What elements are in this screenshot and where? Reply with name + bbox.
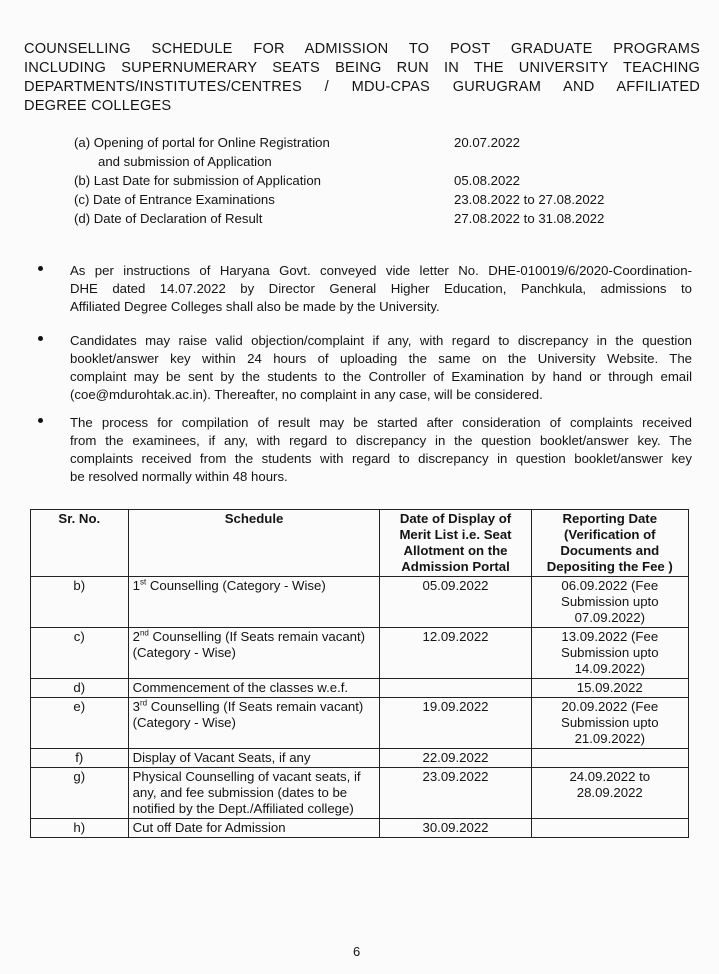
- instruction-line: complaints received from the students with regard to discrepancy in question booklet/answer key: [70, 451, 692, 466]
- counselling-schedule-table: [30, 509, 689, 838]
- instruction-item: [38, 262, 692, 316]
- key-dates-list: [74, 133, 634, 228]
- key-date-label: (c) Date of Entrance Examinations: [74, 192, 275, 207]
- instruction-line: booklet/answer key within 24 hours of uploading the same on the University Website. The: [70, 351, 692, 366]
- row-display-date: 22.09.2022: [380, 749, 531, 768]
- row-sr-no: e): [31, 698, 129, 749]
- row-display-date: 23.09.2022: [380, 768, 531, 819]
- header-display-date: Date of Display of Merit List i.e. Seat Allotment on the Admission Portal: [380, 510, 531, 577]
- row-display-date: [380, 679, 531, 698]
- row-sr-no: g): [31, 768, 129, 819]
- row-reporting-date: 24.09.2022 to 28.09.2022: [531, 768, 688, 819]
- row-sr-no: f): [31, 749, 129, 768]
- row-reporting-date: 20.09.2022 (Fee Submission upto 21.09.2022): [531, 698, 688, 749]
- key-date-label: (b) Last Date for submission of Application: [74, 173, 322, 188]
- schedule-ordinal-suffix: st: [139, 577, 147, 587]
- instruction-line: As per instructions of Haryana Govt. conveyed vide letter No. DHE-010019/6/2020-Coordination-: [70, 263, 692, 278]
- row-sr-no: d): [31, 679, 129, 698]
- table-row: [31, 698, 689, 749]
- schedule-ordinal: 3: [132, 699, 140, 714]
- instruction-line: DHE dated 14.07.2022 by Director General Higher Education, Panchkula, admissions to: [70, 281, 692, 296]
- row-display-date: 05.09.2022: [380, 577, 531, 628]
- key-date-value: 23.08.2022 to 27.08.2022: [454, 192, 605, 207]
- table-row: [31, 749, 689, 768]
- row-reporting-date: 13.09.2022 (Fee Submission upto 14.09.2022): [531, 628, 688, 679]
- table-row: [31, 577, 689, 628]
- key-date-row: [74, 209, 634, 228]
- schedule-ordinal-suffix: rd: [139, 698, 148, 708]
- row-schedule: [128, 749, 380, 768]
- row-schedule: [128, 819, 380, 838]
- title-line: DEGREE COLLEGES: [24, 98, 172, 114]
- key-date-row: [74, 133, 634, 152]
- instruction-line: The process for compilation of result may be started after consideration of complaints received: [70, 415, 692, 430]
- row-display-date: 30.09.2022: [380, 819, 531, 838]
- title-line: INCLUDING SUPERNUMERARY SEATS BEING RUN IN THE UNIVERSITY TEACHING: [24, 60, 700, 76]
- schedule-text: Display of Vacant Seats, if any: [132, 750, 311, 765]
- schedule-text: Commencement of the classes w.e.f.: [132, 680, 349, 695]
- key-date-label: and submission of Application: [98, 154, 272, 169]
- key-date-row: [74, 171, 634, 190]
- header-schedule: Schedule: [128, 510, 380, 577]
- row-display-date: 12.09.2022: [380, 628, 531, 679]
- instruction-line: complaint may be sent by the students to the Controller of Examination by hand or through email: [70, 369, 692, 384]
- bullet-icon: [38, 266, 43, 271]
- key-date-row: [74, 152, 634, 171]
- row-reporting-date: [531, 749, 688, 768]
- row-schedule: [128, 679, 380, 698]
- schedule-ordinal: 2: [132, 629, 140, 644]
- table-row: [31, 628, 689, 679]
- schedule-text: Counselling (Category - Wise): [146, 578, 326, 593]
- key-date-label: (a) Opening of portal for Online Registration: [74, 135, 330, 150]
- key-date-value: 27.08.2022 to 31.08.2022: [454, 211, 605, 226]
- instruction-line: from the examinees, if any, with regard to discrepancy in the question booklet/answer key. The: [70, 433, 692, 448]
- row-sr-no: b): [31, 577, 129, 628]
- schedule-text: Counselling (If Seats remain vacant) (Category - Wise): [132, 699, 364, 730]
- instruction-item: [38, 414, 692, 486]
- document-title: [24, 40, 700, 116]
- table-row: [31, 768, 689, 819]
- row-display-date: 19.09.2022: [380, 698, 531, 749]
- schedule-text: Counselling (If Seats remain vacant) (Category - Wise): [132, 629, 366, 660]
- title-line: DEPARTMENTS/INSTITUTES/CENTRES / MDU-CPAS GURUGRAM AND AFFILIATED: [24, 79, 700, 95]
- row-reporting-date: 06.09.2022 (Fee Submission upto 07.09.2022): [531, 577, 688, 628]
- row-schedule: [128, 768, 380, 819]
- schedule-text: Cut off Date for Admission: [132, 820, 286, 835]
- row-sr-no: h): [31, 819, 129, 838]
- row-schedule: [128, 628, 380, 679]
- instruction-item: [38, 332, 692, 404]
- instruction-line: Affiliated Degree Colleges shall also be made by the University.: [70, 299, 440, 314]
- key-date-value: 05.08.2022: [454, 173, 521, 188]
- bullet-icon: [38, 336, 43, 341]
- header-reporting-date: Reporting Date (Verification of Documents and Depositing the Fee ): [531, 510, 688, 577]
- header-sr-no: Sr. No.: [31, 510, 129, 577]
- instruction-line: be resolved normally within 48 hours.: [70, 469, 288, 484]
- table-header-row: [31, 510, 689, 577]
- key-date-label: (d) Date of Declaration of Result: [74, 211, 263, 226]
- instruction-line: (coe@mdurohtak.ac.in). Thereafter, no complaint in any case, will be considered.: [70, 387, 543, 402]
- key-date-value: 20.07.2022: [454, 135, 521, 150]
- table-row: [31, 819, 689, 838]
- schedule-text: Physical Counselling of vacant seats, if any, and fee submission (dates to be notified by the Dept./Affiliated college): [132, 769, 361, 816]
- row-sr-no: c): [31, 628, 129, 679]
- row-schedule: [128, 698, 380, 749]
- schedule-ordinal-suffix: nd: [139, 628, 149, 638]
- page-number: 6: [353, 944, 361, 959]
- instruction-line: Candidates may raise valid objection/complaint if any, with regard to discrepancy in the question: [70, 333, 692, 348]
- row-reporting-date: 15.09.2022: [531, 679, 688, 698]
- schedule-ordinal: 1: [132, 578, 140, 593]
- row-schedule: [128, 577, 380, 628]
- table-row: [31, 679, 689, 698]
- title-line: COUNSELLING SCHEDULE FOR ADMISSION TO POST GRADUATE PROGRAMS: [24, 41, 700, 57]
- bullet-icon: [38, 418, 43, 423]
- key-date-row: [74, 190, 634, 209]
- row-reporting-date: [531, 819, 688, 838]
